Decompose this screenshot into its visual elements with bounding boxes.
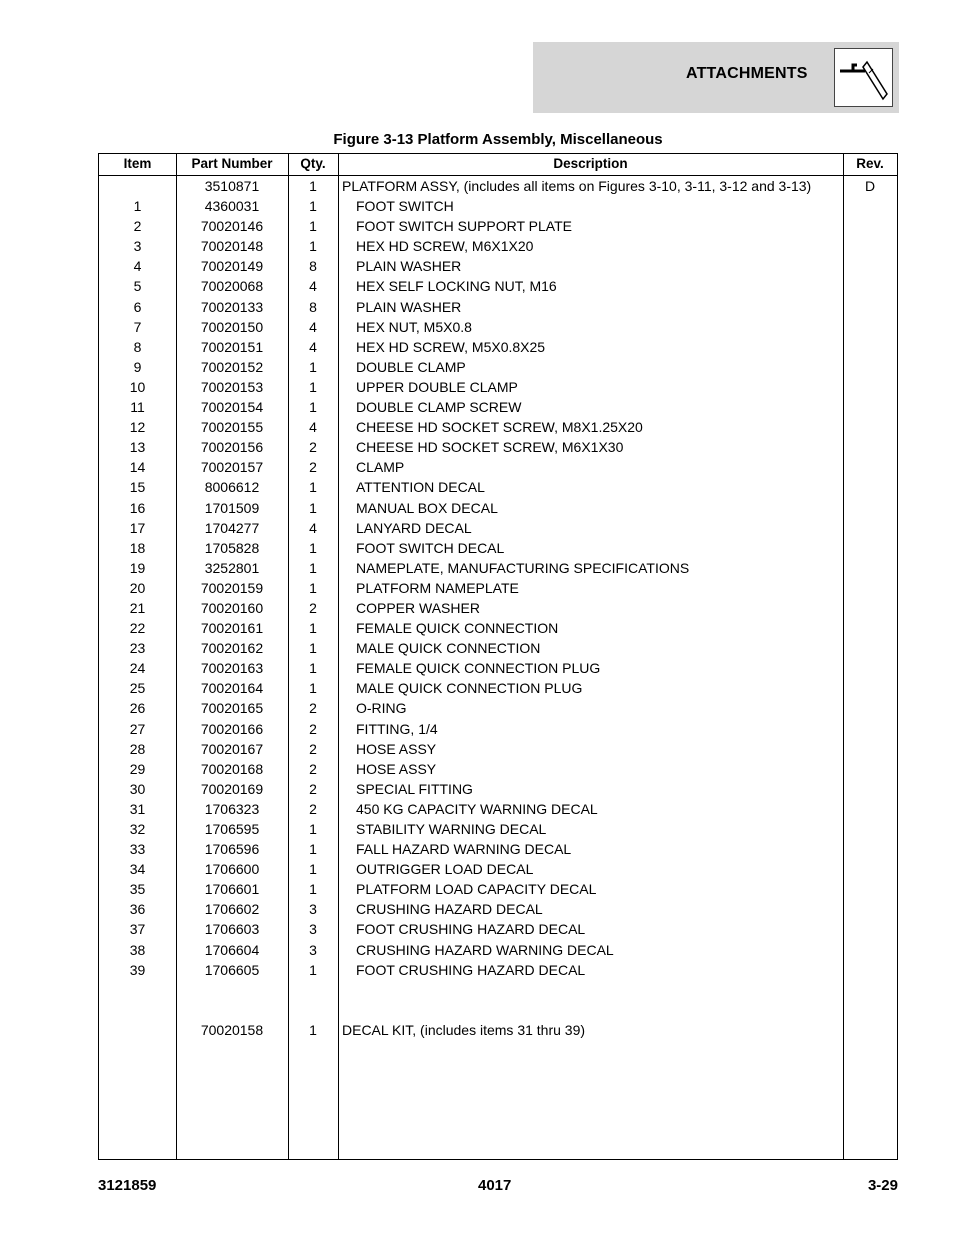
description-cell: CRUSHING HAZARD WARNING DECAL — [356, 941, 614, 958]
table-row — [99, 839, 897, 859]
qty-cell: 3 — [309, 921, 317, 938]
description-cell: HEX HD SCREW, M5X0.8X25 — [356, 338, 546, 355]
part-number-cell: 70020168 — [200, 760, 264, 777]
qty-cell: 8 — [309, 258, 317, 275]
part-number-cell: 70020165 — [200, 700, 264, 717]
description-cell: PLATFORM NAMEPLATE — [356, 579, 519, 596]
qty-cell: 4 — [309, 318, 317, 335]
table-row — [99, 256, 897, 276]
part-number-cell: 3510871 — [204, 178, 260, 194]
table-row — [99, 859, 897, 879]
qty-cell: 1 — [309, 198, 317, 215]
table-row — [99, 216, 897, 236]
table-row — [99, 879, 897, 899]
item-cell: 10 — [129, 378, 146, 395]
qty-cell: 2 — [309, 700, 317, 717]
item-cell: 8 — [133, 338, 142, 355]
part-number-cell: 70020149 — [200, 258, 264, 275]
qty-cell: 3 — [309, 901, 317, 918]
qty-cell: 1 — [309, 539, 317, 556]
qty-cell: 2 — [309, 740, 317, 757]
description-cell: FALL HAZARD WARNING DECAL — [356, 841, 572, 858]
table-row — [99, 759, 897, 779]
part-number-cell: 70020133 — [200, 298, 264, 315]
item-cell: 39 — [129, 961, 146, 978]
item-cell: 16 — [129, 499, 146, 516]
description-cell: FOOT SWITCH DECAL — [356, 539, 505, 556]
column-header-part-number: Part Number — [191, 156, 273, 171]
item-cell: 24 — [129, 660, 146, 677]
part-number-cell: 70020169 — [200, 780, 264, 797]
part-number-cell: 8006612 — [204, 479, 260, 496]
attachment-tool-icon — [834, 48, 893, 107]
part-number-cell: 70020164 — [200, 680, 264, 697]
rev-cell: D — [864, 178, 876, 194]
item-cell: 4 — [133, 258, 142, 275]
table-row — [99, 799, 897, 819]
description-cell: NAMEPLATE, MANUFACTURING SPECIFICATIONS — [356, 559, 690, 576]
part-number-cell: 70020166 — [200, 720, 264, 737]
table-row — [99, 940, 897, 960]
part-number-cell: 1701509 — [204, 499, 260, 516]
part-number-cell: 70020155 — [200, 419, 264, 436]
column-header-item: Item — [123, 156, 152, 171]
description-cell: FOOT SWITCH SUPPORT PLATE — [356, 218, 572, 235]
item-cell: 38 — [129, 941, 146, 958]
part-number-cell: 70020151 — [200, 338, 264, 355]
qty-cell: 1 — [309, 841, 317, 858]
qty-cell: 4 — [309, 519, 317, 536]
item-cell: 31 — [129, 800, 146, 817]
description-cell: STABILITY WARNING DECAL — [356, 821, 547, 837]
table-row — [99, 437, 897, 457]
figure-title: Figure 3-13 Platform Assembly, Miscellaneous — [333, 131, 663, 148]
item-cell: 11 — [130, 399, 145, 416]
item-cell: 29 — [129, 760, 146, 777]
item-cell: 30 — [129, 780, 146, 797]
qty-cell: 1 — [309, 479, 317, 496]
part-number-cell: 70020160 — [200, 599, 264, 616]
section-title: ATTACHMENTS — [686, 65, 808, 82]
part-number-cell: 4360031 — [204, 198, 260, 215]
part-number-cell: 70020148 — [200, 238, 264, 255]
table-row — [99, 377, 897, 397]
qty-cell: 1 — [309, 861, 317, 878]
item-cell: 32 — [129, 821, 146, 837]
item-cell: 18 — [129, 539, 146, 556]
qty-cell: 1 — [309, 358, 317, 375]
table-row — [99, 357, 897, 377]
document-number: 3121859 — [98, 1177, 157, 1194]
item-cell: 9 — [133, 358, 142, 375]
table-row — [99, 317, 897, 337]
description-cell: 450 KG CAPACITY WARNING DECAL — [356, 800, 598, 817]
part-number-cell: 1706603 — [204, 921, 260, 938]
item-cell: 5 — [133, 278, 142, 295]
part-number-cell: 70020157 — [200, 459, 264, 476]
part-number-cell: 1706595 — [204, 821, 260, 837]
item-cell: 27 — [129, 720, 146, 737]
description-cell: FOOT CRUSHING HAZARD DECAL — [356, 921, 586, 938]
part-number-cell: 70020161 — [200, 620, 264, 637]
column-header-qty: Qty. — [300, 156, 326, 171]
table-row — [99, 1020, 897, 1040]
description-cell: MALE QUICK CONNECTION — [356, 640, 541, 657]
qty-cell: 1 — [309, 559, 317, 576]
item-cell: 28 — [129, 740, 146, 757]
item-cell: 15 — [129, 479, 146, 496]
qty-cell: 2 — [309, 800, 317, 817]
item-cell: 36 — [129, 901, 146, 918]
qty-cell: 1 — [309, 1021, 317, 1038]
qty-cell: 4 — [309, 338, 317, 355]
part-number-cell: 1706596 — [204, 841, 260, 858]
item-cell: 7 — [133, 318, 142, 335]
item-cell: 2 — [133, 218, 142, 235]
description-cell: HEX HD SCREW, M6X1X20 — [356, 238, 534, 255]
qty-cell: 2 — [309, 780, 317, 797]
description-cell: O-RING — [356, 700, 407, 717]
part-number-cell: 70020159 — [200, 579, 264, 596]
part-number-cell: 70020068 — [200, 278, 264, 295]
part-number-cell: 1705828 — [204, 539, 260, 556]
item-cell: 23 — [129, 640, 146, 657]
qty-cell: 2 — [309, 760, 317, 777]
item-cell: 13 — [129, 439, 146, 456]
table-row — [99, 578, 897, 598]
table-row — [99, 638, 897, 658]
description-cell: LANYARD DECAL — [356, 519, 472, 536]
description-cell: DOUBLE CLAMP — [356, 358, 466, 375]
table-row — [99, 598, 897, 618]
part-number-cell: 1706605 — [204, 961, 260, 978]
item-cell: 21 — [129, 599, 146, 616]
table-row — [99, 899, 897, 919]
part-number-cell: 1706604 — [204, 941, 260, 958]
item-cell: 1 — [133, 198, 142, 215]
description-cell: SPECIAL FITTING — [356, 780, 473, 797]
table-row — [99, 779, 897, 799]
qty-cell: 1 — [309, 620, 317, 637]
table-row — [99, 498, 897, 518]
qty-cell: 1 — [309, 961, 317, 978]
page-number: 3-29 — [867, 1177, 898, 1194]
qty-cell: 1 — [309, 499, 317, 516]
column-header-description: Description — [553, 156, 628, 171]
item-cell: 19 — [129, 559, 146, 576]
item-cell: 20 — [129, 579, 146, 596]
qty-cell: 4 — [309, 278, 317, 295]
part-number-cell: 1706602 — [204, 901, 260, 918]
model-number: 4017 — [478, 1177, 512, 1194]
description-cell: FITTING, 1/4 — [356, 720, 438, 737]
description-cell: HOSE ASSY — [356, 760, 437, 777]
table-row — [99, 397, 897, 417]
item-cell: 34 — [129, 861, 146, 878]
qty-cell: 2 — [309, 439, 317, 456]
description-cell: DOUBLE CLAMP SCREW — [356, 399, 522, 416]
table-row — [99, 276, 897, 296]
description-cell: PLAIN WASHER — [356, 298, 462, 315]
qty-cell: 1 — [309, 640, 317, 657]
part-number-cell: 70020152 — [200, 358, 264, 375]
table-row — [99, 698, 897, 718]
qty-cell: 1 — [309, 238, 317, 255]
description-cell: MANUAL BOX DECAL — [356, 499, 498, 516]
description-cell: CLAMP — [356, 459, 405, 476]
parts-table — [98, 153, 898, 1160]
table-row — [99, 658, 897, 678]
item-cell: 35 — [129, 881, 146, 898]
table-row — [99, 719, 897, 739]
description-cell: FOOT CRUSHING HAZARD DECAL — [356, 961, 586, 978]
description-cell: DECAL KIT, (includes items 31 thru 39) — [342, 1021, 586, 1038]
parts-table-body — [99, 176, 897, 1040]
qty-cell: 1 — [309, 399, 317, 416]
item-cell: 37 — [129, 921, 146, 938]
part-number-cell: 1706600 — [204, 861, 260, 878]
item-cell: 26 — [129, 700, 146, 717]
qty-cell: 3 — [309, 941, 317, 958]
table-row — [99, 337, 897, 357]
item-cell: 3 — [133, 238, 142, 255]
item-cell: 25 — [129, 680, 146, 697]
qty-cell: 1 — [309, 821, 317, 837]
table-row — [99, 919, 897, 939]
description-cell: ATTENTION DECAL — [356, 479, 485, 496]
item-cell: 33 — [129, 841, 146, 858]
table-row — [99, 297, 897, 317]
part-number-cell: 1706323 — [204, 800, 260, 817]
description-cell: COPPER WASHER — [356, 599, 480, 616]
description-cell: FEMALE QUICK CONNECTION PLUG — [356, 660, 601, 677]
qty-cell: 8 — [309, 298, 317, 315]
qty-cell: 4 — [309, 419, 317, 436]
qty-cell: 1 — [309, 881, 317, 898]
item-cell: 22 — [129, 620, 146, 637]
description-cell: HOSE ASSY — [356, 740, 437, 757]
part-number-cell: 70020162 — [200, 640, 264, 657]
description-cell: CHEESE HD SOCKET SCREW, M6X1X30 — [356, 439, 624, 456]
description-cell: HEX SELF LOCKING NUT, M16 — [356, 278, 557, 295]
description-cell: UPPER DOUBLE CLAMP — [356, 378, 518, 395]
part-number-cell: 70020154 — [200, 399, 264, 416]
table-row — [99, 618, 897, 638]
item-cell: 6 — [133, 298, 142, 315]
description-cell: CHEESE HD SOCKET SCREW, M8X1.25X20 — [356, 419, 643, 436]
part-number-cell: 3252801 — [204, 559, 260, 576]
table-row — [99, 236, 897, 256]
table-row — [99, 538, 897, 558]
table-row — [99, 457, 897, 477]
table-row — [99, 558, 897, 578]
qty-cell: 2 — [309, 459, 317, 476]
table-spacer — [99, 980, 897, 1020]
part-number-cell: 70020146 — [200, 218, 264, 235]
qty-cell: 1 — [309, 579, 317, 596]
table-row — [99, 417, 897, 437]
table-row — [99, 518, 897, 538]
table-row — [99, 739, 897, 759]
qty-cell: 1 — [309, 660, 317, 677]
description-cell: OUTRIGGER LOAD DECAL — [356, 861, 534, 878]
table-row — [99, 477, 897, 497]
table-row — [99, 819, 897, 839]
table-row — [99, 960, 897, 980]
part-number-cell: 1704277 — [204, 519, 260, 536]
part-number-cell: 70020163 — [200, 660, 264, 677]
item-cell: 12 — [129, 419, 146, 436]
description-cell: PLATFORM LOAD CAPACITY DECAL — [356, 881, 597, 898]
part-number-cell: 70020156 — [200, 439, 264, 456]
qty-cell: 2 — [309, 720, 317, 737]
item-cell: 17 — [129, 519, 146, 536]
table-row — [99, 196, 897, 216]
qty-cell: 1 — [309, 378, 317, 395]
table-row — [99, 678, 897, 698]
column-header-rev: Rev. — [856, 156, 884, 171]
qty-cell: 1 — [309, 178, 317, 194]
description-cell: CRUSHING HAZARD DECAL — [356, 901, 543, 918]
item-cell: 14 — [129, 459, 146, 476]
description-cell: MALE QUICK CONNECTION PLUG — [356, 680, 583, 697]
part-number-cell: 70020167 — [200, 740, 264, 757]
description-cell: FOOT SWITCH — [356, 198, 454, 215]
part-number-cell: 70020158 — [200, 1021, 264, 1038]
qty-cell: 2 — [309, 599, 317, 616]
table-row — [99, 176, 897, 196]
part-number-cell: 70020153 — [200, 378, 264, 395]
qty-cell: 1 — [309, 680, 317, 697]
description-cell: PLATFORM ASSY, (includes all items on Figures 3-10, 3-11, 3-12 and 3-13) — [342, 178, 812, 194]
part-number-cell: 70020150 — [200, 318, 264, 335]
description-cell: FEMALE QUICK CONNECTION — [356, 620, 559, 637]
qty-cell: 1 — [309, 218, 317, 235]
part-number-cell: 1706601 — [204, 881, 260, 898]
description-cell: PLAIN WASHER — [356, 258, 462, 275]
description-cell: HEX NUT, M5X0.8 — [356, 318, 472, 335]
